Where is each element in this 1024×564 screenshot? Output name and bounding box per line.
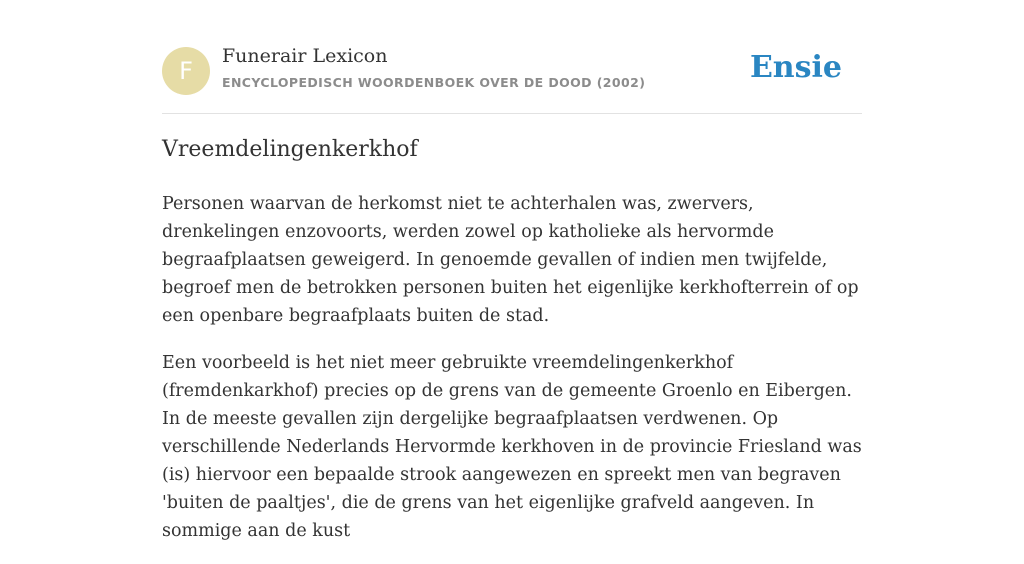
source-title[interactable]: Funerair Lexicon [222, 45, 388, 67]
source-subtitle: ENCYCLOPEDISCH WOORDENBOEK OVER DE DOOD (2002) [222, 75, 646, 90]
page-header [162, 0, 862, 114]
brand-logo[interactable]: Ensie [749, 50, 842, 85]
entry-paragraph: Een voorbeeld is het niet meer gebruikte vreemdelingenkerkhof (fremdenkarkhof) precies op de grens van de gemeente Groenlo en Eibergen. In de meeste gevallen zijn dergelijke begraafplaatsen verdwenen. Op verschillende Nederlands Hervormde kerkhoven in de provincie Friesland was (is) hiervoor een bepaalde strook aangewezen en spreekt men van begraven 'buiten de paaltjes', die de grens van het eigenlijke grafveld aangeven. In sommige aan de kust [162, 353, 862, 541]
content-column [162, 0, 862, 541]
entry-title: Vreemdelingenkerkhof [162, 137, 418, 162]
entry-body [162, 190, 862, 564]
entry-paragraph: Personen waarvan de herkomst niet te achterhalen was, zwervers, drenkelingen enzovoorts, werden zowel op katholieke als hervormde begraafplaatsen geweigerd. In genoemde gevallen of indien men twijfelde, begroef men de betrokken personen buiten het eigenlijke kerkhofterrein of op een openbare begraafplaats buiten de stad. [162, 194, 859, 326]
source-avatar[interactable]: F [162, 47, 210, 95]
